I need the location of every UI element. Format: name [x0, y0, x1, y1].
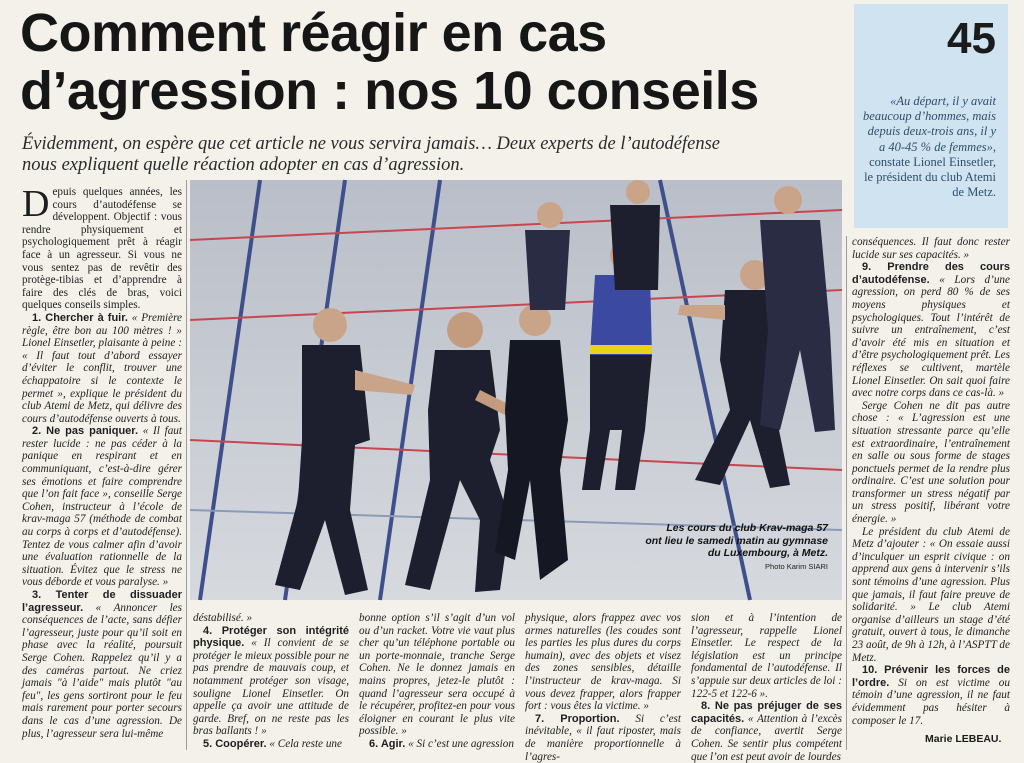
pull-quote-text: «Au départ, il y avait beaucoup d’hommes, mais depuis deux-trois ans, il y a 40-45 % de femmes»,: [863, 94, 996, 154]
headline-line-1: Comment réagir en cas: [20, 3, 607, 63]
deck-line-2: nous expliquent quelle réaction adopter en cas d’agression.: [22, 155, 465, 175]
photo-caption: [645, 522, 828, 560]
column-divider: [846, 236, 847, 750]
tip-7: 7. Proportion. Si c’est inévitable, « il faut riposter, mais de manière proportionnelle à l’agres-: [525, 712, 682, 763]
article-column-3: [359, 612, 515, 751]
deck-subtitle: [22, 134, 852, 176]
intro-paragraph: Depuis quelques années, les cours d’autodéfense se développent. Objectif : vous rendre physiquement et psychologiquement prêt à réagir face à un agresseur. Si vous ne vous sentez pas de revêtir des protège-tibias et d’apprendre à faire des clés de bras, voici quelques conseils simples.: [22, 183, 182, 312]
paragraph: sion et à l’intention de l’agresseur, rappelle Lionel Einsetler. Le respect de la législation est un principe fondamental de l’autodéfense. Il s’appuie sur deux articles de loi : 122-5 et 122-6 ».: [691, 612, 842, 700]
photo-credit: Photo Karim SIARI: [765, 562, 828, 571]
yellow-belt: [590, 345, 652, 354]
tip-title: 1. Chercher à fuir.: [32, 311, 128, 324]
tip-3: 3. Tenter de dissuader l’agresseur. « Annoncer les conséquences de l’acte, sans défier l’agresseur, juste pour qu’il soit en phase avec la réalité, poursuit Serge Cohen. Rappelez qu’il y a des caméras partout. Ne criez jamais "à l’aide" mais plutôt "au feu", les gens sortiront pour le feu mais rarement pour porter secours dans le cas d’une agression. De plus, l’agresseur sera lui-même: [22, 589, 182, 740]
tip-5: 5. Coopérer. « Cela reste une: [203, 737, 342, 750]
paragraph: conséquences. Il faut donc rester lucide sur ses capacités. »: [852, 236, 1010, 261]
sidebar-quote-box: [854, 4, 1008, 228]
tip-title: 8. Ne pas préjuger de ses capacités.: [691, 700, 842, 725]
article-column-1: [22, 183, 182, 751]
tip-title: 6. Agir.: [369, 737, 406, 750]
paragraph: bonne option s’il s’agit d’un vol ou d’un racket. Votre vie vaut plus cher qu’un téléphone portable ou un porte-monnaie, tranche Serge Cohen. Ne le donnez jamais en mains propres, jetez-le plutôt : quand l’agresseur sera occupé à le récupérer, profitez-en pour vous éloigner en courant le plus vite possible. »: [359, 612, 515, 738]
caption-line-2: ont lieu le samedi matin au gymnase: [645, 534, 828, 547]
page-number: 45: [947, 14, 996, 63]
article-column-2: [193, 612, 349, 751]
tip-title: 3. Tenter de dissuader l’agresseur.: [22, 589, 182, 614]
photo: [190, 180, 842, 600]
tip-title: 7. Proportion.: [535, 712, 620, 725]
tip-8: 8. Ne pas préjuger de ses capacités. « Attention à l’excès de confiance, avertit Serge Cohen. Se sentir plus compétent que l’on est peut avoir de lourdes: [691, 700, 842, 763]
deck-line-1: Évidemment, on espère que cet article ne vous servira jamais… Deux experts de l’autodéfense: [22, 134, 720, 154]
caption-line-3: du Luxembourg, à Metz.: [707, 547, 828, 559]
tip-9: 9. Prendre des cours d’autodéfense. « Lors d’une agression, on perd 80 % de ses moyens physiques et psychologiques. Tout l’intérêt de suivre un entraînement, c’est d’avoir été mis en situation et d’être psychologiquement prêt. Les réflexes se cultivent, martèle Lionel Einsetler. On sait quoi faire avec notre corps dans ce cas-là. »: [852, 261, 1010, 400]
headline: [20, 4, 850, 120]
tip-4: 4. Protéger son intégrité physique. « Il convient de se protéger le mieux possible pour ne pas prendre de mauvais coup, et notamment protéger son visage, souligne Lionel Einsetler. On appelle ça avoir une attitude de garde. Bref, on ne reste pas les bras ballants ! »: [193, 624, 349, 738]
tip-1: 1. Chercher à fuir. « Première règle, être bon au 100 mètres ! » Lionel Einsetler, plaisante à peine : « Il faut tout d’abord essayer d’éviter le conflit, trouver une échappatoire si le contexte le permet », explique le président du club Atemi de Metz, qui délivre des cours d’autodéfense ouverts à tous.: [22, 311, 182, 425]
tip-2: 2. Ne pas paniquer. « Il faut rester lucide : ne pas céder à la panique en respirant et en communiquant, c’est-à-dire gérer ses émotions et faire comprendre que l’on fait face », conseille Serge Cohen, instructeur à l’école de krav-maga 57 (méthode de combat au corps à corps et d’autodéfense). Tentez de vous calmer afin d’avoir une évaluation rationnelle de la situation. Évitez que le stress ne vous déborde et vous paralyse. »: [22, 425, 182, 589]
paragraph: Serge Cohen ne dit pas autre chose : « L’agression est une situation stressante parce qu’elle est extraordinaire, l’entraînement en salle ou sous forme de stages ponctuels permet de la rendre plus ordinaire. C’est une solution pour transformer un stress négatif par un stress positif, libérant votre énergie. »: [852, 399, 1010, 526]
article-column-4: [525, 612, 682, 763]
paragraph: déstabilisé. »: [193, 612, 253, 624]
tip-title: 9. Prendre des cours d’autodéfense.: [852, 261, 1010, 286]
tip-6: 6. Agir. « Si c’est une agression: [369, 737, 514, 750]
paragraph: Le président du club Atemi de Metz d’ajouter : « On essaie aussi d’inculquer un esprit civique : on apprend aux gens à intervenir s’ils sont témoins d’une agression. Plus que jamais, il faut faire preuve de solidarité. » Le club Atemi organise d’ailleurs un stage d’été gratuit, ouvert à tous, le dimanche 23 août, de 9h à 12h, à l’ASPTT de Metz.: [852, 525, 1010, 664]
tip-title: 2. Ne pas paniquer.: [32, 425, 139, 438]
tip-title: 5. Coopérer.: [203, 737, 267, 750]
author-byline: Marie LEBEAU.: [925, 733, 1002, 745]
caption-line-1: Les cours du club Krav-maga 57: [666, 522, 828, 534]
column-divider: [186, 180, 187, 750]
tip-title: 10. Prévenir les forces de l’ordre.: [852, 664, 1010, 689]
paragraph: physique, alors frappez avec vos armes naturelles (les coudes sont les parties les plus dures du corps humain), avec des objets et visez des zones sensibles, détaille l’instructeur de krav-maga. Si vous devez frapper, alors frapper fort : vous êtes la victime. »: [525, 612, 681, 713]
pull-quote: [862, 94, 996, 200]
article-column-6: [852, 236, 1010, 726]
headline-line-2: d’agression : nos 10 conseils: [20, 61, 759, 121]
tip-10: 10. Prévenir les forces de l’ordre. Si on est victime ou témoin d’une agression, il ne faut évidemment pas hésiter à composer le 17.: [852, 664, 1010, 727]
drop-cap: D: [22, 183, 50, 225]
article-column-5: [691, 612, 842, 763]
tip-title: 4. Protéger son intégrité physique.: [193, 624, 349, 650]
pull-quote-attribution: constate Lionel Einsetler, le président du club Atemi de Metz.: [864, 154, 996, 200]
